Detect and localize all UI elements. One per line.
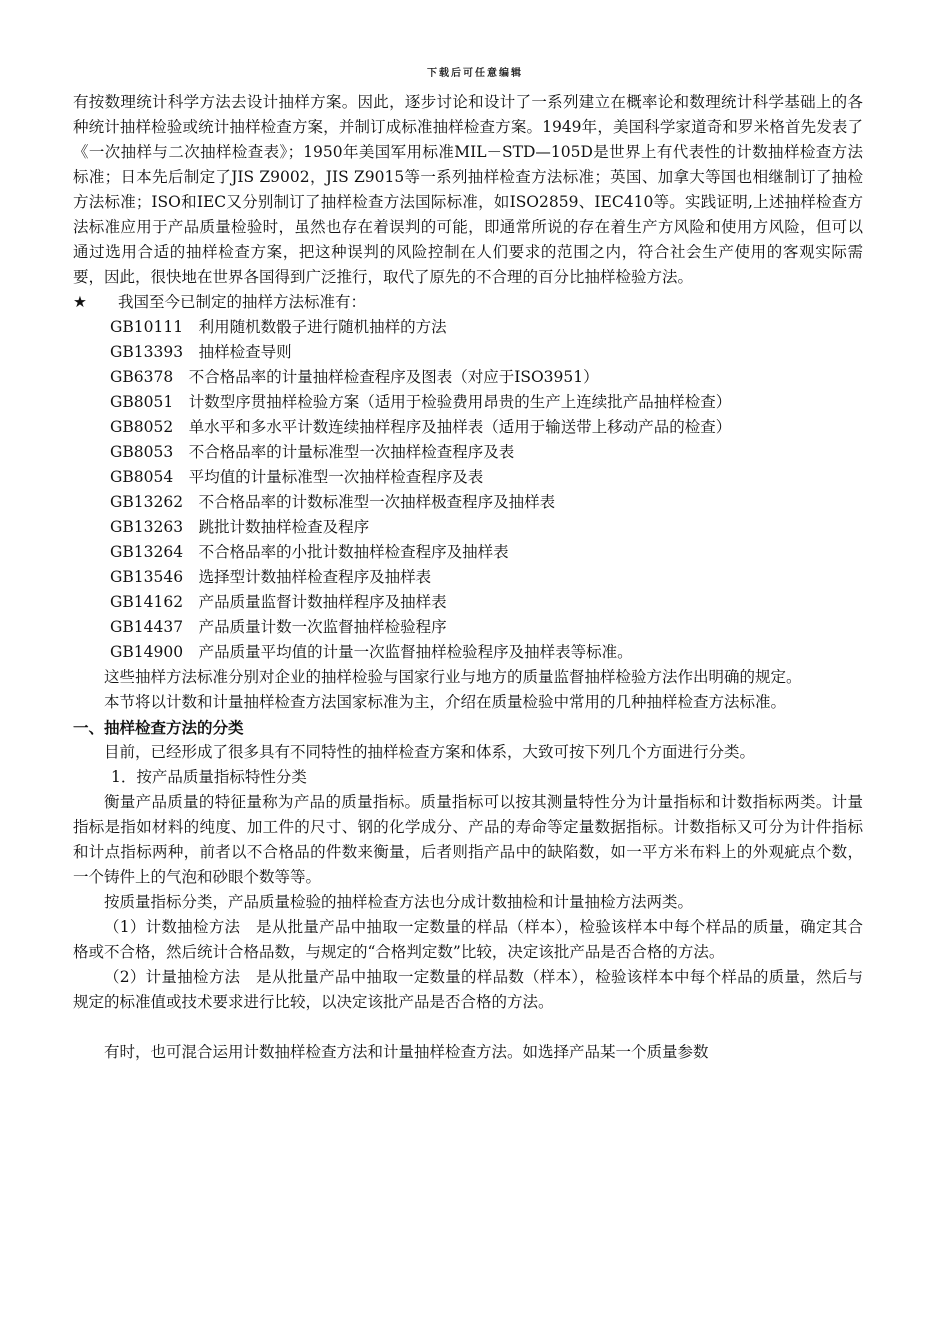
paragraph-count-method: （1）计数抽检方法 是从批量产品中抽取一定数量的样品（样本），检验该样本中每个样品的质量，确定其合格或不合格，然后统计合格品数，与规定的“合格判定数”比较，决定该批产品是否合格的方法。 xyxy=(73,918,863,961)
paragraph-mixed: 有时，也可混合运用计数抽样检查方法和计量抽样检查方法。如选择产品某一个质量参数 xyxy=(104,1043,709,1061)
document-body xyxy=(73,90,863,1065)
page-header: 下载后可任意编辑 xyxy=(427,68,523,79)
standard-item xyxy=(110,515,863,540)
standard-desc: 平均值的计量标准型一次抽样检查程序及表 xyxy=(188,468,484,486)
standard-code: GB13393 xyxy=(110,343,184,361)
standard-desc: 利用随机数骰子进行随机抽样的方法 xyxy=(198,318,447,336)
standard-item xyxy=(110,415,863,440)
standard-desc: 跳批计数抽样检查及程序 xyxy=(198,518,370,536)
paragraph-section-intro: 本节将以计数和计量抽样检查方法国家标准为主，介绍在质量检验中常用的几种抽样检查方法标准。 xyxy=(104,693,787,711)
standard-code: GB14162 xyxy=(110,593,184,611)
section-title: 一、抽样检查方法的分类 xyxy=(73,718,244,737)
paragraph-two-kinds: 按质量指标分类，产品质量检验的抽样检查方法也分成计数抽检和计量抽检方法两类。 xyxy=(104,893,694,911)
standard-desc: 不合格品率的计量抽样检查程序及图表（对应于ISO3951） xyxy=(188,368,599,386)
standard-code: GB10111 xyxy=(110,318,184,336)
standard-desc: 产品质量平均值的计量一次监督抽样检验程序及抽样表等标准。 xyxy=(198,643,633,661)
standard-item xyxy=(110,640,863,665)
standard-item xyxy=(110,340,863,365)
standard-code: GB14437 xyxy=(110,618,184,636)
standard-item xyxy=(110,315,863,340)
standards-list-heading xyxy=(73,290,863,315)
standards-list xyxy=(73,315,863,665)
standard-code: GB14900 xyxy=(110,643,184,661)
standards-heading-text: 我国至今已制定的抽样方法标准有： xyxy=(118,293,367,311)
standard-desc: 不合格品率的计数标准型一次抽样极查程序及抽样表 xyxy=(198,493,556,511)
standard-code: GB8053 xyxy=(110,443,174,461)
standard-item xyxy=(110,615,863,640)
standard-code: GB8052 xyxy=(110,418,174,436)
standard-code: GB13263 xyxy=(110,518,184,536)
standard-desc: 选择型计数抽样检查程序及抽样表 xyxy=(198,568,432,586)
spacer xyxy=(73,1015,863,1040)
standard-item xyxy=(110,365,863,390)
standard-code: GB13546 xyxy=(110,568,184,586)
standard-item xyxy=(110,465,863,490)
standard-desc: 抽样检查导则 xyxy=(198,343,292,361)
standard-item xyxy=(110,590,863,615)
standard-item xyxy=(110,540,863,565)
standard-desc: 不合格品率的小批计数抽样检查程序及抽样表 xyxy=(198,543,509,561)
standard-item xyxy=(110,565,863,590)
paragraph-measure-method: （2）计量抽检方法 是从批量产品中抽取一定数量的样品数（样本），检验该样本中每个样品的质量，然后与规定的标准值或技术要求进行比较，以决定该批产品是否合格的方法。 xyxy=(73,968,863,1011)
standard-code: GB6378 xyxy=(110,368,174,386)
standard-desc: 不合格品率的计量标准型一次抽样检查程序及表 xyxy=(188,443,515,461)
paragraph-standards-role: 这些抽样方法标准分别对企业的抽样检验与国家行业与地方的质量监督抽样检验方法作出明确的规定。 xyxy=(104,668,802,686)
star-icon: ★ xyxy=(73,293,87,311)
standard-code: GB13264 xyxy=(110,543,184,561)
standard-code: GB13262 xyxy=(110,493,184,511)
standard-desc: 产品质量计数一次监督抽样检验程序 xyxy=(198,618,447,636)
standard-item xyxy=(110,440,863,465)
standard-code: GB8054 xyxy=(110,468,174,486)
standard-desc: 计数型序贯抽样检验方案（适用于检验费用昂贵的生产上连续批产品抽样检查） xyxy=(188,393,732,411)
paragraph-classification: 目前，已经形成了很多具有不同特性的抽样检查方案和体系，大致可按下列几个方面进行分类。 xyxy=(104,743,756,761)
standard-item xyxy=(110,490,863,515)
standard-desc: 产品质量监督计数抽样程序及抽样表 xyxy=(198,593,447,611)
standard-item xyxy=(110,390,863,415)
intro-paragraph: 有按数理统计科学方法去设计抽样方案。因此，逐步讨论和设计了一系列建立在概率论和数理统计科学基础上的各种统计抽样检验或统计抽样检查方案，并制订成标准抽样检查方案。1949年，美国科学家道奇和罗米格首先发表了《一次抽样与二次抽样检查表》；1950年美国军用标准MIL－STD—105D是世界上有代表性的计数抽样检查方法标准；日本先后制定了JIS Z9002，JIS Z9015等一系列抽样检查方法标准；英国、加拿大等国也相继制订了抽检方法标准；ISO和IEC又分别制订了抽样检查方法国际标准，如ISO2859、IEC410等。实践证明,上述抽样检查方法标准应用于产品质量检验时，虽然也存在着误判的可能，即通常所说的存在着生产方风险和使用方风险，但可以通过选用合适的抽样检查方案，把这种误判的风险控制在人们要求的范围之内，符合社会生产使用的客观实际需要，因此，很快地在世界各国得到广泛推行，取代了原先的不合理的百分比抽样检验方法。 xyxy=(73,93,863,286)
paragraph-indicators: 衡量产品质量的特征量称为产品的质量指标。质量指标可以按其测量特性分为计量指标和计数指标两类。计量指标是指如材料的纯度、加工件的尺寸、钢的化学成分、产品的寿命等定量数据指标。计数指标又可分为计件指标和计点指标两种，前者以不合格品的件数来衡量，后者则指产品中的缺陷数，如一平方米布料上的外观疵点个数，一个铸件上的气泡和砂眼个数等等。 xyxy=(73,793,863,886)
standard-code: GB8051 xyxy=(110,393,174,411)
standard-desc: 单水平和多水平计数连续抽样程序及抽样表（适用于输送带上移动产品的检查） xyxy=(188,418,732,436)
subsection-title: 1．按产品质量指标特性分类 xyxy=(111,768,307,786)
